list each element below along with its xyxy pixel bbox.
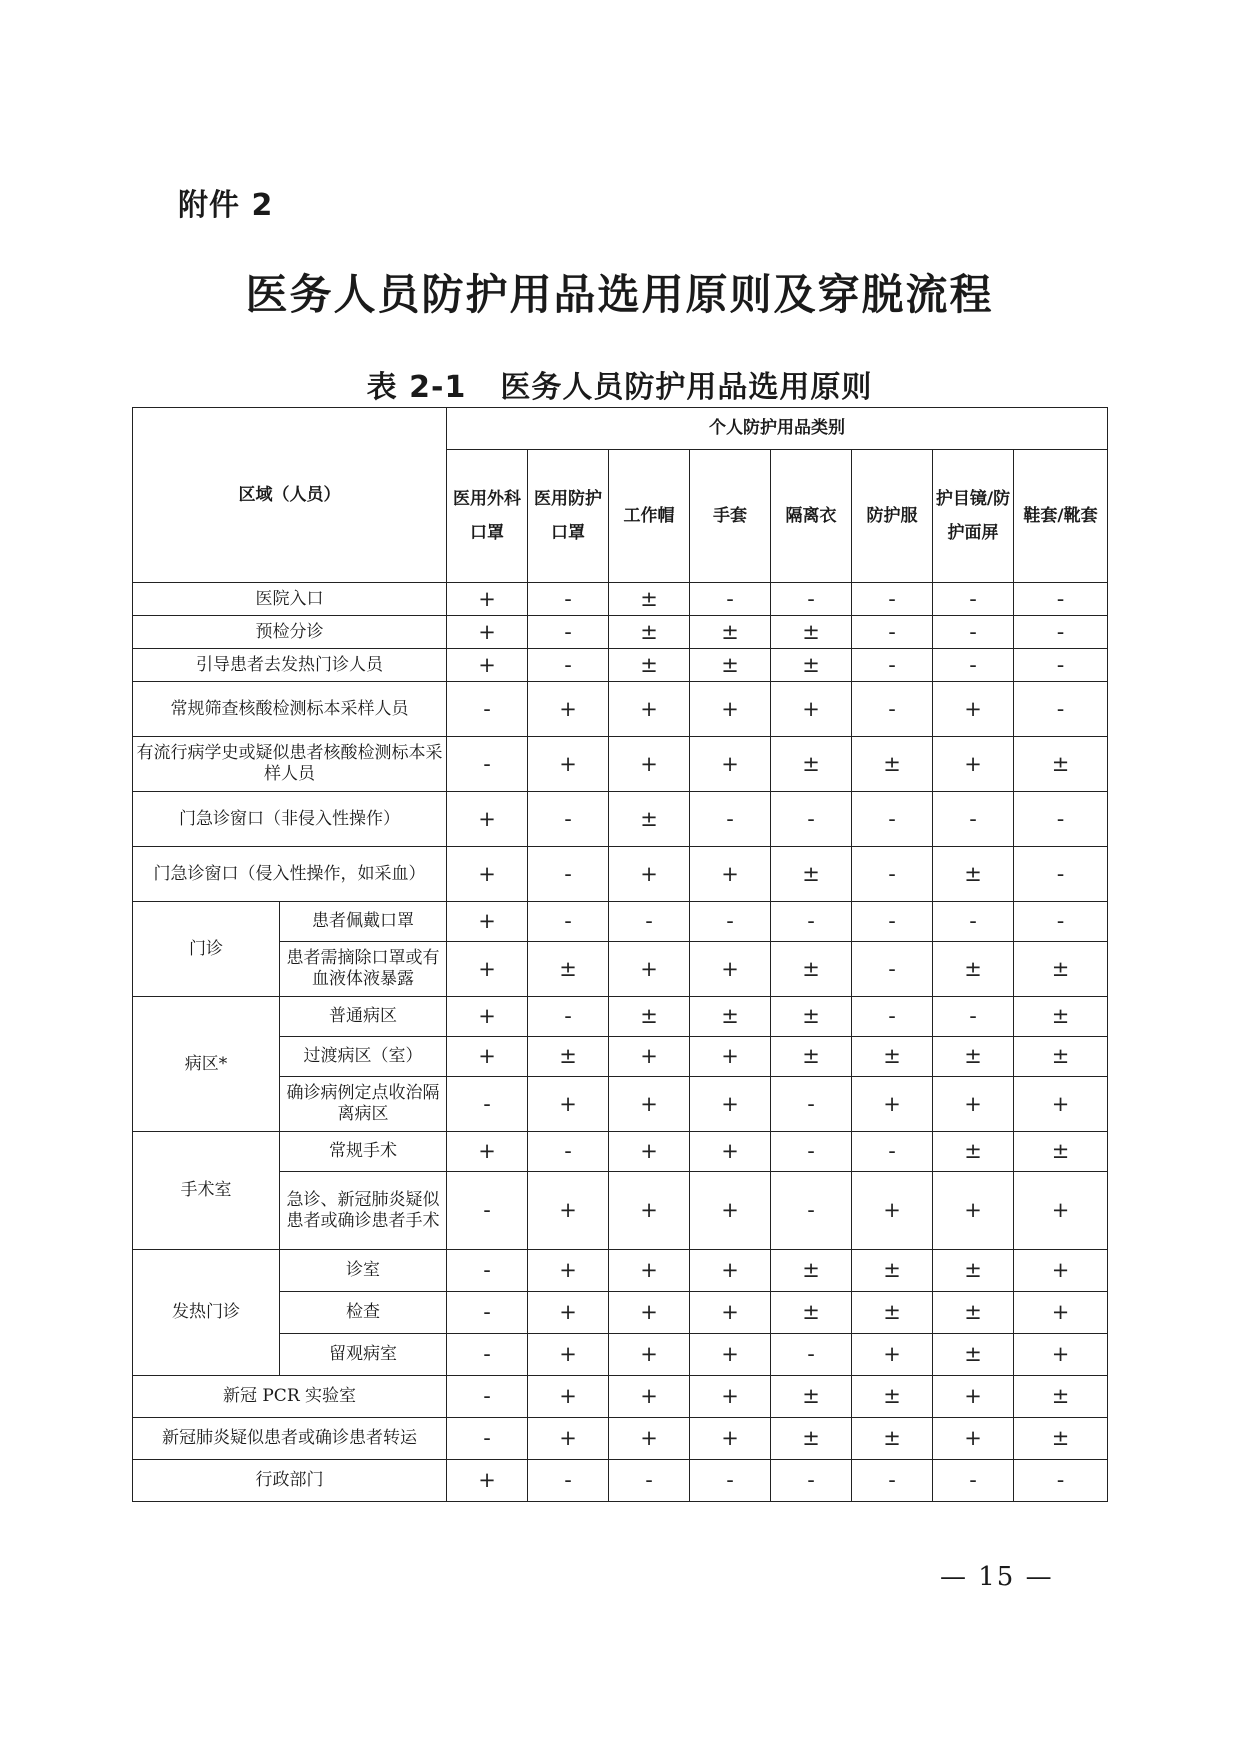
- table-row: [133, 1077, 1108, 1132]
- ppe-requirement-cell: -: [690, 792, 771, 847]
- table-row: [133, 902, 1108, 942]
- ppe-requirement-cell: +: [690, 1292, 771, 1334]
- ppe-requirement-cell: -: [1014, 616, 1108, 649]
- ppe-requirement-cell: -: [852, 1132, 933, 1172]
- ppe-requirement-cell: -: [447, 1172, 528, 1250]
- ppe-requirement-cell: +: [447, 942, 528, 997]
- area-cell: 新冠 PCR 实验室: [133, 1376, 447, 1418]
- ppe-requirement-cell: -: [771, 902, 852, 942]
- table-row: [133, 1460, 1108, 1502]
- ppe-requirement-cell: -: [852, 583, 933, 616]
- ppe-requirement-cell: -: [852, 649, 933, 682]
- ppe-requirement-cell: +: [609, 737, 690, 792]
- ppe-requirement-cell: +: [690, 1250, 771, 1292]
- ppe-requirement-cell: +: [933, 1077, 1014, 1132]
- ppe-requirement-cell: -: [852, 997, 933, 1037]
- ppe-requirement-cell: +: [528, 1172, 609, 1250]
- ppe-requirement-cell: +: [609, 1077, 690, 1132]
- ppe-requirement-cell: +: [609, 847, 690, 902]
- ppe-requirement-cell: ±: [771, 737, 852, 792]
- ppe-requirement-cell: ±: [771, 1418, 852, 1460]
- ppe-requirement-cell: ±: [771, 847, 852, 902]
- area-cell: 有流行病学史或疑似患者核酸检测标本采样人员: [133, 737, 447, 792]
- page-number: — 15 —: [940, 1562, 1054, 1592]
- column-header: 医用防护口罩: [528, 450, 609, 583]
- ppe-requirement-cell: +: [690, 1132, 771, 1172]
- ppe-requirement-cell: +: [528, 1292, 609, 1334]
- ppe-requirement-cell: ±: [771, 997, 852, 1037]
- ppe-requirement-cell: ±: [1014, 997, 1108, 1037]
- ppe-requirement-cell: -: [1014, 847, 1108, 902]
- column-header: 医用外科口罩: [447, 450, 528, 583]
- ppe-requirement-cell: ±: [852, 1037, 933, 1077]
- ppe-requirement-cell: ±: [852, 1292, 933, 1334]
- ppe-selection-table: [132, 407, 1108, 1502]
- ppe-requirement-cell: -: [1014, 1460, 1108, 1502]
- column-header: 防护服: [852, 450, 933, 583]
- ppe-requirement-cell: +: [1014, 1292, 1108, 1334]
- ppe-requirement-cell: +: [528, 1250, 609, 1292]
- ppe-requirement-cell: +: [690, 1077, 771, 1132]
- ppe-requirement-cell: -: [933, 583, 1014, 616]
- ppe-requirement-cell: -: [852, 1460, 933, 1502]
- sub-area-cell: 确诊病例定点收治隔离病区: [280, 1077, 447, 1132]
- ppe-requirement-cell: ±: [933, 942, 1014, 997]
- ppe-requirement-cell: +: [447, 649, 528, 682]
- ppe-requirement-cell: ±: [528, 942, 609, 997]
- ppe-requirement-cell: +: [609, 682, 690, 737]
- document-title: 医务人员防护用品选用原则及穿脱流程: [245, 270, 994, 319]
- ppe-requirement-cell: ±: [771, 1376, 852, 1418]
- table-row: [133, 1250, 1108, 1292]
- column-header: 护目镜/防护面屏: [933, 450, 1014, 583]
- ppe-requirement-cell: +: [609, 1037, 690, 1077]
- ppe-requirement-cell: +: [609, 942, 690, 997]
- ppe-requirement-cell: -: [771, 1172, 852, 1250]
- ppe-requirement-cell: ±: [933, 1132, 1014, 1172]
- ppe-requirement-cell: +: [1014, 1334, 1108, 1376]
- ppe-requirement-cell: ±: [609, 997, 690, 1037]
- ppe-requirement-cell: -: [447, 737, 528, 792]
- ppe-requirement-cell: +: [690, 942, 771, 997]
- ppe-requirement-cell: -: [447, 1334, 528, 1376]
- area-cell: 引导患者去发热门诊人员: [133, 649, 447, 682]
- table-row: [133, 1418, 1108, 1460]
- area-cell: 新冠肺炎疑似患者或确诊患者转运: [133, 1418, 447, 1460]
- ppe-requirement-cell: +: [447, 583, 528, 616]
- ppe-requirement-cell: ±: [1014, 1418, 1108, 1460]
- table-row: [133, 1037, 1108, 1077]
- ppe-requirement-cell: +: [1014, 1250, 1108, 1292]
- ppe-requirement-cell: ±: [771, 1292, 852, 1334]
- sub-area-cell: 急诊、新冠肺炎疑似患者或确诊患者手术: [280, 1172, 447, 1250]
- area-cell: 常规筛查核酸检测标本采样人员: [133, 682, 447, 737]
- ppe-requirement-cell: -: [447, 1077, 528, 1132]
- ppe-requirement-cell: ±: [933, 1037, 1014, 1077]
- ppe-requirement-cell: ±: [771, 616, 852, 649]
- ppe-requirement-cell: +: [690, 737, 771, 792]
- ppe-requirement-cell: -: [528, 583, 609, 616]
- column-header: 鞋套/靴套: [1014, 450, 1108, 583]
- table-title: 医务人员防护用品选用原则: [500, 370, 873, 405]
- table-row: [133, 792, 1108, 847]
- ppe-requirement-cell: -: [852, 792, 933, 847]
- ppe-requirement-cell: ±: [852, 1376, 933, 1418]
- ppe-requirement-cell: -: [771, 1132, 852, 1172]
- ppe-requirement-cell: ±: [933, 847, 1014, 902]
- ppe-requirement-cell: ±: [690, 616, 771, 649]
- ppe-requirement-cell: -: [771, 792, 852, 847]
- ppe-requirement-cell: +: [609, 1172, 690, 1250]
- table-row: [133, 616, 1108, 649]
- ppe-requirement-cell: -: [447, 682, 528, 737]
- ppe-requirement-cell: +: [609, 1250, 690, 1292]
- ppe-requirement-cell: -: [447, 1418, 528, 1460]
- table-row: [133, 649, 1108, 682]
- ppe-requirement-cell: +: [690, 1172, 771, 1250]
- ppe-requirement-cell: -: [852, 682, 933, 737]
- ppe-requirement-cell: ±: [690, 997, 771, 1037]
- ppe-requirement-cell: ±: [771, 942, 852, 997]
- ppe-requirement-cell: ±: [609, 792, 690, 847]
- ppe-requirement-cell: +: [690, 1037, 771, 1077]
- ppe-requirement-cell: +: [933, 737, 1014, 792]
- ppe-requirement-cell: ±: [852, 1418, 933, 1460]
- ppe-requirement-cell: +: [852, 1077, 933, 1132]
- ppe-requirement-cell: -: [528, 1460, 609, 1502]
- ppe-requirement-cell: ±: [609, 616, 690, 649]
- area-cell: 医院入口: [133, 583, 447, 616]
- ppe-requirement-cell: -: [528, 616, 609, 649]
- column-header: 隔离衣: [771, 450, 852, 583]
- ppe-requirement-cell: +: [447, 997, 528, 1037]
- ppe-requirement-cell: -: [1014, 583, 1108, 616]
- ppe-requirement-cell: ±: [1014, 737, 1108, 792]
- ppe-requirement-cell: +: [447, 1460, 528, 1502]
- ppe-requirement-cell: +: [690, 682, 771, 737]
- sub-area-cell: 留观病室: [280, 1334, 447, 1376]
- ppe-requirement-cell: -: [528, 902, 609, 942]
- ppe-requirement-cell: ±: [609, 649, 690, 682]
- ppe-requirement-cell: -: [447, 1250, 528, 1292]
- ppe-requirement-cell: -: [528, 1132, 609, 1172]
- ppe-requirement-cell: +: [528, 1418, 609, 1460]
- area-cell: 门急诊窗口（非侵入性操作）: [133, 792, 447, 847]
- ppe-requirement-cell: -: [933, 649, 1014, 682]
- ppe-requirement-cell: +: [447, 1132, 528, 1172]
- ppe-requirement-cell: -: [1014, 792, 1108, 847]
- ppe-requirement-cell: -: [852, 616, 933, 649]
- ppe-requirement-cell: -: [771, 1334, 852, 1376]
- ppe-requirement-cell: -: [528, 997, 609, 1037]
- ppe-requirement-cell: ±: [1014, 1132, 1108, 1172]
- ppe-requirement-cell: -: [1014, 649, 1108, 682]
- ppe-requirement-cell: -: [690, 583, 771, 616]
- ppe-requirement-cell: +: [609, 1132, 690, 1172]
- table-row: [133, 1376, 1108, 1418]
- column-header: 手套: [690, 450, 771, 583]
- ppe-requirement-cell: ±: [933, 1250, 1014, 1292]
- ppe-requirement-cell: -: [933, 902, 1014, 942]
- area-cell: 门急诊窗口（侵入性操作，如采血）: [133, 847, 447, 902]
- sub-area-cell: 患者需摘除口罩或有血液体液暴露: [280, 942, 447, 997]
- ppe-requirement-cell: ±: [852, 737, 933, 792]
- sub-area-cell: 患者佩戴口罩: [280, 902, 447, 942]
- ppe-requirement-cell: -: [690, 902, 771, 942]
- ppe-requirement-cell: +: [528, 682, 609, 737]
- ppe-requirement-cell: -: [447, 1376, 528, 1418]
- ppe-requirement-cell: +: [1014, 1077, 1108, 1132]
- ppe-requirement-cell: -: [1014, 682, 1108, 737]
- area-group-cell: 门诊: [133, 902, 280, 997]
- table-row: [133, 997, 1108, 1037]
- ppe-requirement-cell: ±: [933, 1292, 1014, 1334]
- ppe-requirement-cell: +: [447, 616, 528, 649]
- ppe-requirement-cell: +: [447, 792, 528, 847]
- ppe-requirement-cell: +: [933, 1418, 1014, 1460]
- table-row: [133, 1334, 1108, 1376]
- ppe-requirement-cell: -: [609, 902, 690, 942]
- ppe-requirement-cell: ±: [771, 1250, 852, 1292]
- ppe-requirement-cell: +: [528, 1077, 609, 1132]
- column-header: 工作帽: [609, 450, 690, 583]
- table-row: [133, 1292, 1108, 1334]
- ppe-requirement-cell: -: [933, 997, 1014, 1037]
- ppe-requirement-cell: +: [528, 1376, 609, 1418]
- ppe-requirement-cell: +: [609, 1334, 690, 1376]
- ppe-requirement-cell: +: [933, 1172, 1014, 1250]
- ppe-requirement-cell: +: [852, 1172, 933, 1250]
- ppe-requirement-cell: -: [690, 1460, 771, 1502]
- ppe-requirement-cell: +: [771, 682, 852, 737]
- area-cell: 预检分诊: [133, 616, 447, 649]
- area-group-cell: 手术室: [133, 1132, 280, 1250]
- ppe-requirement-cell: ±: [771, 1037, 852, 1077]
- ppe-requirement-cell: ±: [1014, 1376, 1108, 1418]
- ppe-requirement-cell: ±: [690, 649, 771, 682]
- table-caption: [0, 362, 1239, 406]
- area-cell: 行政部门: [133, 1460, 447, 1502]
- area-group-cell: 发热门诊: [133, 1250, 280, 1376]
- sub-area-cell: 诊室: [280, 1250, 447, 1292]
- ppe-requirement-cell: -: [609, 1460, 690, 1502]
- header-ppe-category: 个人防护用品类别: [447, 408, 1108, 450]
- ppe-requirement-cell: -: [933, 616, 1014, 649]
- ppe-requirement-cell: -: [528, 649, 609, 682]
- table-row: [133, 737, 1108, 792]
- ppe-requirement-cell: -: [447, 1292, 528, 1334]
- ppe-requirement-cell: -: [852, 902, 933, 942]
- ppe-requirement-cell: +: [690, 1418, 771, 1460]
- ppe-requirement-cell: +: [690, 1334, 771, 1376]
- table-row: [133, 1172, 1108, 1250]
- ppe-requirement-cell: +: [447, 847, 528, 902]
- ppe-requirement-cell: +: [609, 1292, 690, 1334]
- sub-area-cell: 普通病区: [280, 997, 447, 1037]
- ppe-requirement-cell: +: [690, 1376, 771, 1418]
- ppe-requirement-cell: ±: [609, 583, 690, 616]
- ppe-requirement-cell: ±: [528, 1037, 609, 1077]
- table-number: 表 2-1: [366, 370, 467, 405]
- ppe-requirement-cell: +: [528, 737, 609, 792]
- ppe-requirement-cell: +: [933, 682, 1014, 737]
- ppe-requirement-cell: -: [771, 1460, 852, 1502]
- ppe-requirement-cell: -: [933, 792, 1014, 847]
- ppe-requirement-cell: -: [852, 942, 933, 997]
- ppe-requirement-cell: -: [528, 847, 609, 902]
- ppe-requirement-cell: ±: [852, 1250, 933, 1292]
- table-row: [133, 942, 1108, 997]
- ppe-requirement-cell: ±: [771, 649, 852, 682]
- table-row: [133, 1132, 1108, 1172]
- sub-area-cell: 过渡病区（室）: [280, 1037, 447, 1077]
- ppe-requirement-cell: ±: [933, 1334, 1014, 1376]
- ppe-requirement-cell: +: [933, 1376, 1014, 1418]
- ppe-requirement-cell: +: [1014, 1172, 1108, 1250]
- ppe-requirement-cell: -: [771, 583, 852, 616]
- ppe-requirement-cell: ±: [1014, 1037, 1108, 1077]
- table-row: [133, 847, 1108, 902]
- sub-area-cell: 常规手术: [280, 1132, 447, 1172]
- table-row: [133, 682, 1108, 737]
- header-area: 区域（人员）: [133, 408, 447, 583]
- table-row: [133, 583, 1108, 616]
- ppe-requirement-cell: +: [690, 847, 771, 902]
- ppe-requirement-cell: +: [447, 902, 528, 942]
- ppe-requirement-cell: -: [771, 1077, 852, 1132]
- ppe-requirement-cell: -: [528, 792, 609, 847]
- ppe-requirement-cell: +: [528, 1334, 609, 1376]
- ppe-requirement-cell: +: [447, 1037, 528, 1077]
- ppe-requirement-cell: -: [1014, 902, 1108, 942]
- sub-area-cell: 检查: [280, 1292, 447, 1334]
- ppe-requirement-cell: ±: [1014, 942, 1108, 997]
- area-group-cell: 病区*: [133, 997, 280, 1132]
- ppe-requirement-cell: -: [933, 1460, 1014, 1502]
- ppe-requirement-cell: +: [609, 1376, 690, 1418]
- attachment-label: 附件 2: [178, 188, 274, 223]
- ppe-requirement-cell: +: [852, 1334, 933, 1376]
- ppe-requirement-cell: -: [852, 847, 933, 902]
- ppe-requirement-cell: +: [609, 1418, 690, 1460]
